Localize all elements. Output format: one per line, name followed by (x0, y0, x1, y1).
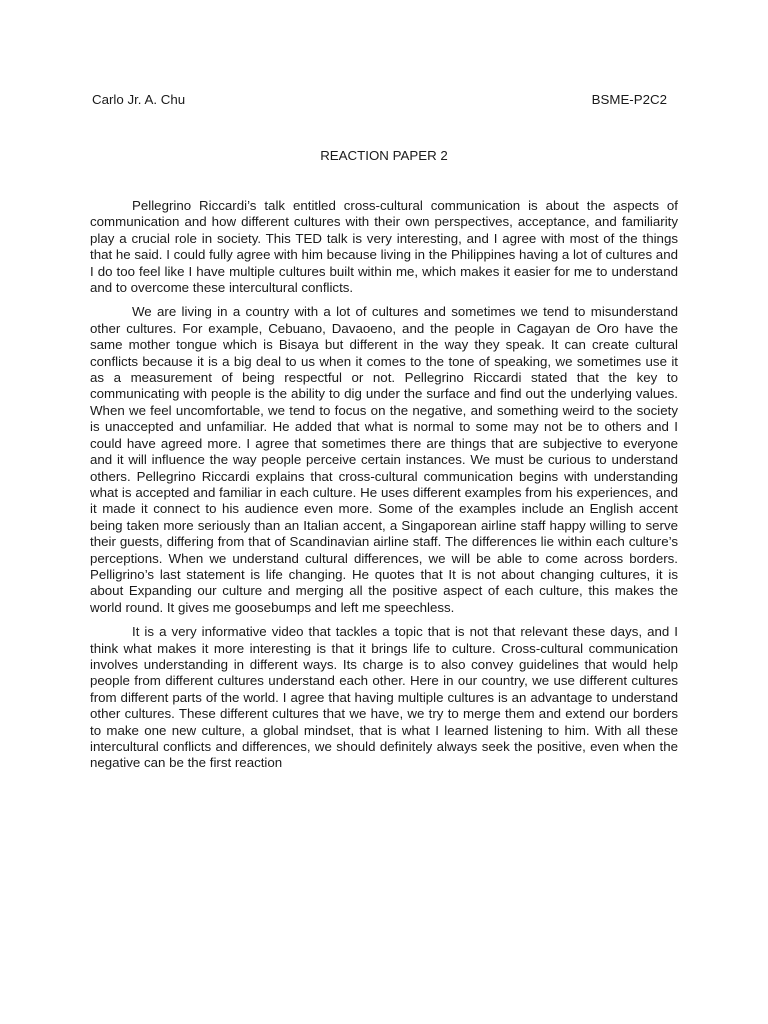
paragraph-1: Pellegrino Riccardi’s talk entitled cross-cultural communication is about the aspects of communication and how different cultures with their own perspectives, acceptance, and familiarity play a crucial role in society. This TED talk is very interesting, and I agree with most of the things that he said. I could fully agree with him because living in the Philippines having a lot of cultures and I do too feel like I have multiple cultures built within me, which makes it easier for me to understand and to overcome these intercultural conflicts. (90, 198, 678, 296)
paragraph-3: It is a very informative video that tackles a topic that is not that relevant these days, and I think what makes it more interesting is that it brings life to culture. Cross-cultural communication involves understanding in different ways. Its charge is to also convey guidelines that would help people from different cultures understand each other. Here in our country, we use different cultures from different parts of the world. I agree that having multiple cultures is an advantage to understand other cultures. These different cultures that we have, we try to merge them and extend our borders to make one new culture, a global mindset, that is what I learned listening to him. With all these intercultural conflicts and differences, we should definitely always seek the positive, even when the negative can be the first reaction (90, 624, 678, 771)
document-header (92, 92, 667, 110)
course-section: BSME-P2C2 (591, 92, 667, 107)
paragraph-2: We are living in a country with a lot of cultures and sometimes we tend to misunderstand other cultures. For example, Cebuano, Davaoeno, and the people in Cagayan de Oro have the same mother tongue which is Bisaya but different in the way they speak. It can create cultural conflicts because it is a big deal to us when it comes to the tone of speaking, we sometimes use it as a measurement of being respectful or not. Pellegrino Riccardi stated that the key to communicating with people is the ability to dig under the surface and find out the underlying values. When we feel uncomfortable, we tend to focus on the negative, and something weird to the society is unaccepted and unfamiliar. He added that what is normal to some may not be to others and I could have agreed more. I agree that sometimes there are things that are subjective to everyone and it will influence the way people perceive certain instances. We must be curious to understand others. Pellegrino Riccardi explains that cross-cultural communication begins with understanding what is accepted and familiar in each culture. He uses different examples from his experiences, and it made it connect to his audience even more. Some of the examples include an English accent being taken more seriously than an Italian accent, a Singaporean airline staff happy willing to serve their guests, differing from that of Scandinavian airline staff. The differences lie within each culture’s perceptions. When we understand cultural differences, we will be able to come across borders. Pelligrino’s last statement is life changing. He quotes that It is not about changing cultures, it is about Expanding our culture and merging all the positive aspect of each culture, this makes the world round. It gives me goosebumps and left me speechless. (90, 304, 678, 615)
page-title: REACTION PAPER 2 (320, 148, 448, 163)
document-body (90, 198, 678, 780)
author-name: Carlo Jr. A. Chu (92, 92, 186, 107)
